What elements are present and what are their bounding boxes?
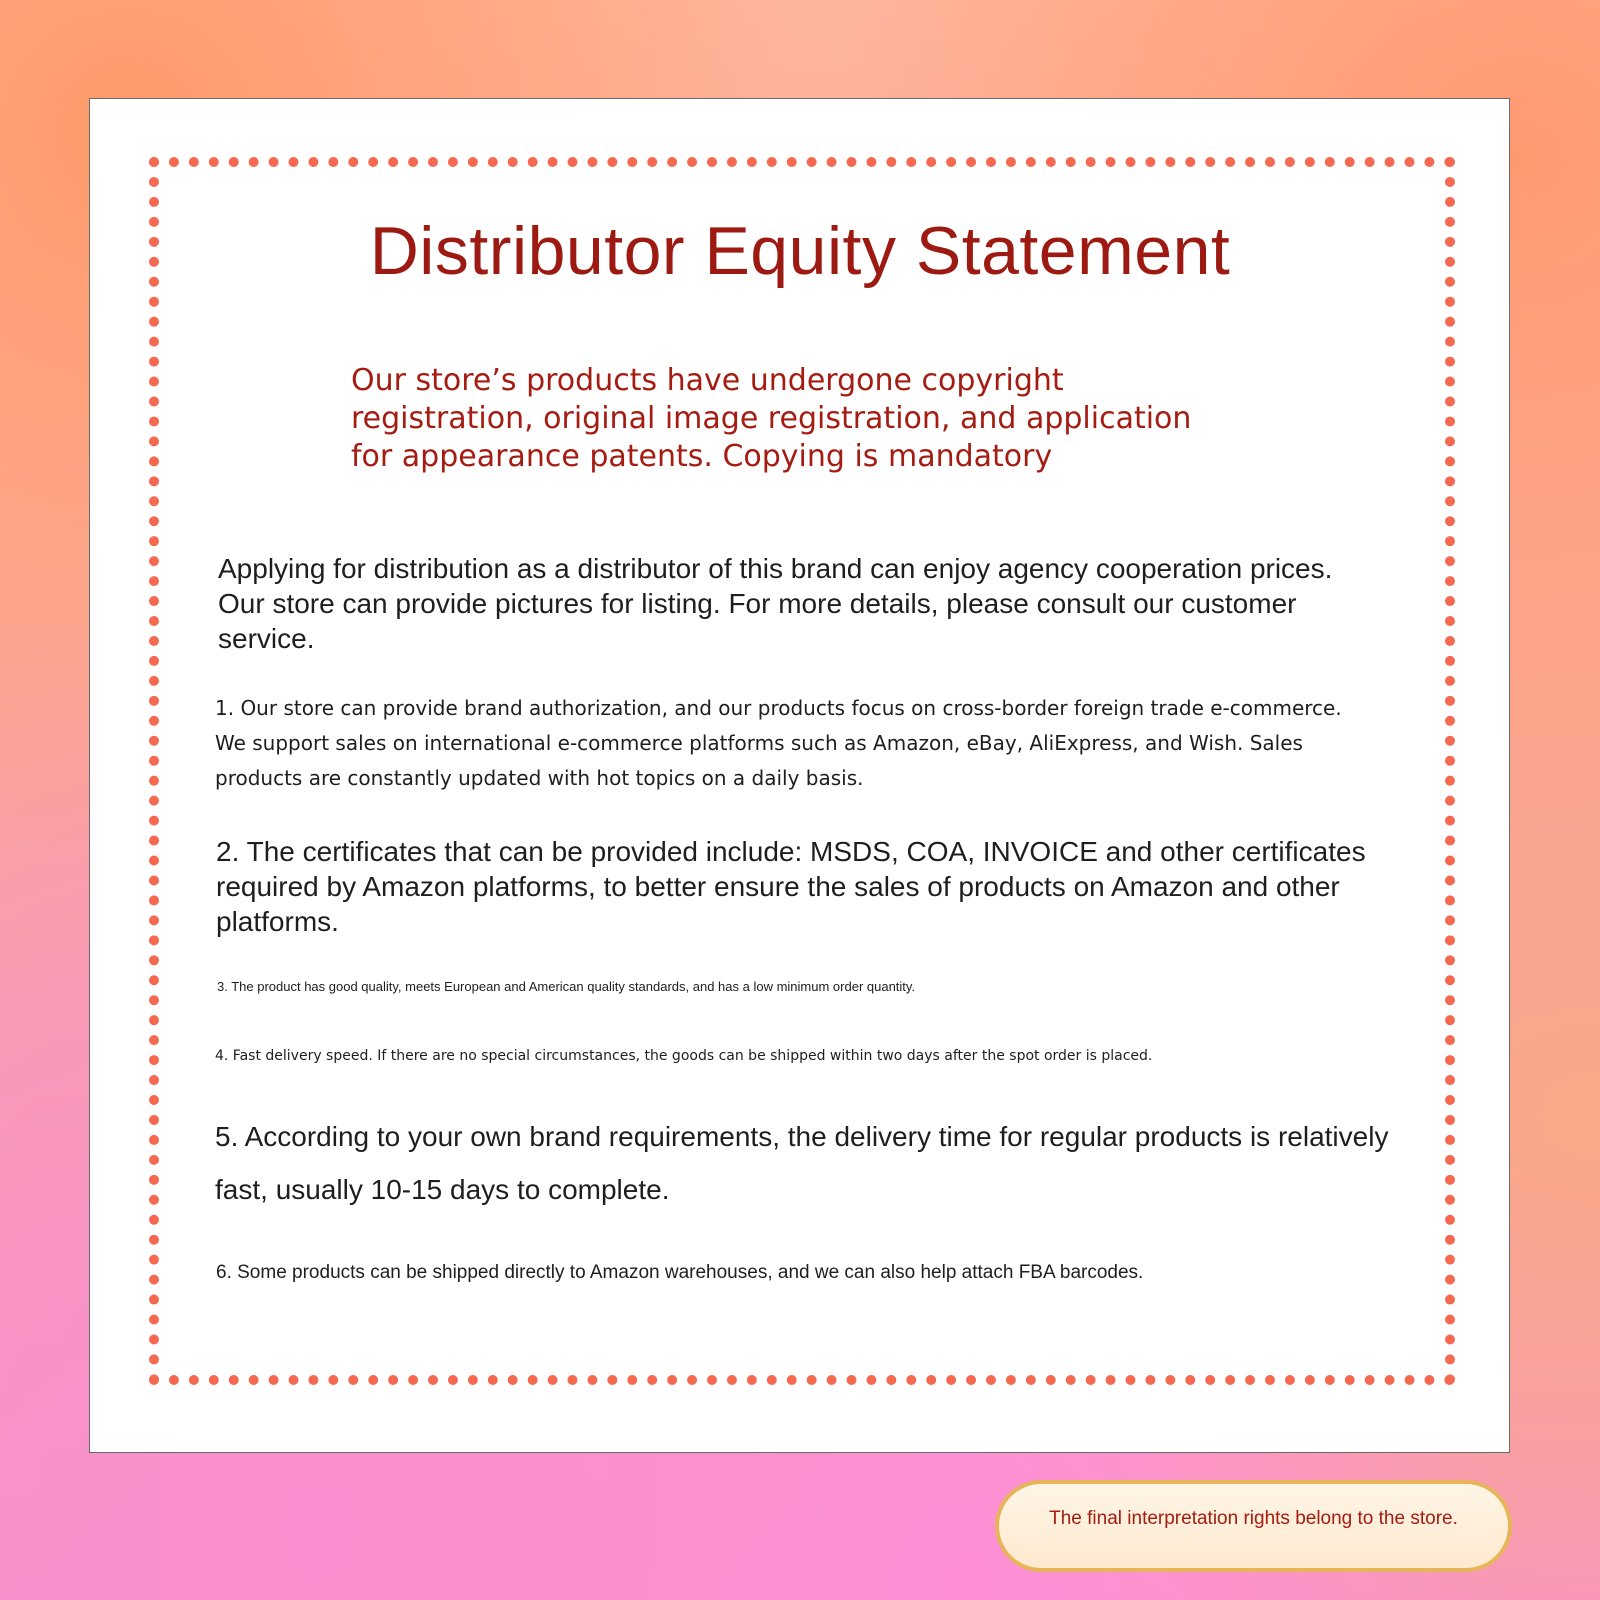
page-title: Distributor Equity Statement — [369, 213, 1231, 289]
list-item: 5. According to your own brand requirements, the delivery time for regular products is relatively fast, usually 10-15 days to complete. — [215, 1121, 1389, 1205]
footer-note: The final interpretation rights belong to the store. — [1049, 1508, 1458, 1529]
footer-badge — [995, 1480, 1512, 1572]
list-item: 6. Some products can be shipped directly to Amazon warehouses, and we can also help attach FBA barcodes. — [216, 1262, 1144, 1283]
intro-paragraph: Applying for distribution as a distributor of this brand can enjoy agency cooperation prices. Our store can provide pictures for listing. For more details, please consult our customer service. — [218, 553, 1333, 654]
list-item: 4. Fast delivery speed. If there are no special circumstances, the goods can be shipped within two days after the spot order is placed. — [215, 1048, 1153, 1064]
list-item: 3. The product has good quality, meets European and American quality standards, and has a low minimum order quantity. — [217, 979, 916, 994]
list-item: 2. The certificates that can be provided include: MSDS, COA, INVOICE and other certificates required by Amazon platforms, to better ensure the sales of products on Amazon and other platforms. — [216, 836, 1366, 937]
list-item: 1. Our store can provide brand authorization, and our products focus on cross-border foreign trade e-commerce. We support sales on international e-commerce platforms such as Amazon, eBay, AliExpress, and Wish. Sales products are constantly updated with hot topics on a daily basis. — [215, 696, 1342, 790]
copyright-notice: Our store’s products have undergone copyright registration, original image registration, and application for appearance patents. Copying is mandatory — [351, 363, 1192, 474]
